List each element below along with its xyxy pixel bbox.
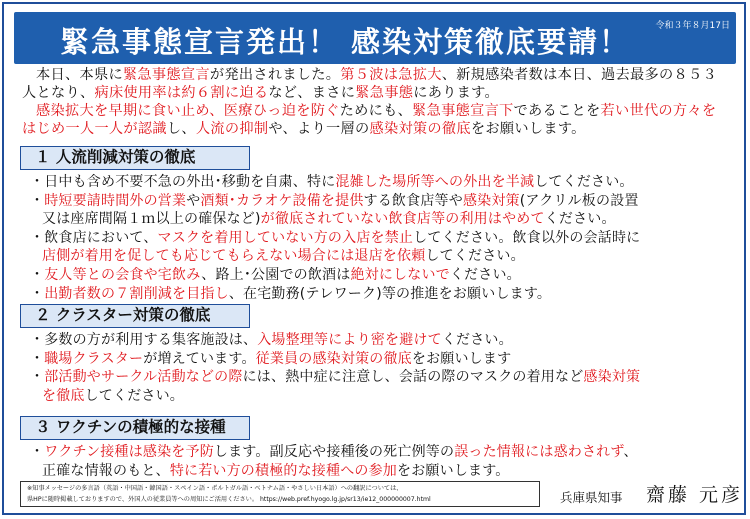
body-text: ・ xyxy=(30,192,45,209)
list-item-line xyxy=(30,230,640,246)
emphasis-text: 誤った情報には惑わされず xyxy=(454,444,624,460)
note-line-1: ※知事メッセージの多言語（英語・中国語・韓国語・スペイン語・ポルトガル語・ベトナム語・やさしい日本語）への翻訳については、 xyxy=(27,485,403,492)
list-item-line xyxy=(30,174,634,190)
body-text: 、 xyxy=(623,444,638,460)
emphasis-text: 絶対にしないで xyxy=(350,266,450,283)
emphasis-text: 感染対策 xyxy=(583,369,641,386)
emphasis-text: 感染対策の徹底 xyxy=(369,121,471,137)
section-heading-cluster: ２ クラスター対策の徹底 xyxy=(20,304,250,328)
list-item-line xyxy=(42,210,730,229)
emphasis-text: 緊急事態 xyxy=(355,85,414,101)
list-item-line xyxy=(30,369,640,385)
body-text: 又は座席間隔１ｍ以上の確保など) xyxy=(42,211,261,228)
body-text: し、 xyxy=(166,121,196,137)
body-text: ・ xyxy=(30,285,45,302)
emphasis-text: 感染対策 xyxy=(462,192,520,209)
emphasis-text: 特に若い方の積極的な接種への参加 xyxy=(169,462,398,479)
list-item xyxy=(30,173,730,192)
body-text: 正確な情報のもと、 xyxy=(42,462,170,479)
body-text: してください。 xyxy=(425,248,525,265)
body-text: や xyxy=(186,192,201,209)
section-items-vaccine xyxy=(30,443,730,480)
emphasis-text: ワクチン接種は感染を予防 xyxy=(44,444,214,460)
body-text: ・ xyxy=(30,266,45,283)
emphasis-text: マスクを着用していない方の入店を禁止 xyxy=(157,229,414,246)
body-text: ください。 xyxy=(441,332,513,348)
section-items-cluster xyxy=(30,331,730,405)
emphasis-text: 部活動やサークル活動などの際 xyxy=(44,369,243,386)
body-text: ・ xyxy=(30,369,45,386)
body-text: ・日中も含め不要不急の外出･移動を自粛、特に xyxy=(30,174,336,190)
body-text: してください。飲食以外の会話時に xyxy=(413,229,641,246)
emphasis-text: 従業員の感染対策の徹底 xyxy=(255,350,412,367)
governor-signature: 齋藤 元彦 xyxy=(646,484,744,506)
body-text: には、熱中症に注意し、会話の際のマスクの着用など xyxy=(242,369,584,386)
list-item-line xyxy=(42,247,730,266)
emphasis-text: を徹底 xyxy=(42,387,85,404)
intro-message xyxy=(22,66,728,138)
list-item-line xyxy=(30,444,638,460)
governor-title: 兵庫県知事 xyxy=(560,490,623,505)
body-text: が増えています。 xyxy=(143,350,256,367)
body-text: ためにも、 xyxy=(339,103,413,119)
body-text: (アクリル板の設置 xyxy=(519,192,639,209)
emphasis-text: 緊急事態宣言 xyxy=(122,67,210,83)
list-item-line xyxy=(42,387,730,406)
section-items-people-flow xyxy=(30,173,730,303)
body-text: 、在宅勤務(テレワーク)等の推進をお願いします。 xyxy=(228,285,552,302)
list-item xyxy=(30,266,730,285)
section-heading-people-flow: １ 人流削減対策の徹底 xyxy=(20,146,250,170)
body-text: します。副反応や接種後の死亡例等の xyxy=(213,444,455,460)
body-text: をお願いします。 xyxy=(470,121,586,137)
body-text: ください。 xyxy=(544,211,616,228)
issue-date: 令和３年８月17日 xyxy=(655,21,730,31)
emphasis-text: 出勤者数の７割削減を目指し xyxy=(44,285,229,302)
body-text: ・飲食店において、 xyxy=(30,229,158,246)
body-text: ・ xyxy=(30,444,45,460)
body-text: ・多数の方が利用する集客施設は、 xyxy=(30,332,258,348)
emphasis-text: 混雑した場所等への外出を半減 xyxy=(335,174,535,190)
body-text: が発出されました。 xyxy=(209,67,341,83)
body-text: ・ xyxy=(30,350,45,367)
body-text: してください。 xyxy=(534,174,634,190)
body-text: 、路上･公園での飲酒は xyxy=(201,266,351,283)
body-text: をお願いします。 xyxy=(397,462,510,479)
list-item-line xyxy=(30,267,521,283)
list-item xyxy=(30,229,730,266)
list-item xyxy=(30,368,730,405)
list-item xyxy=(30,285,730,304)
section-heading-vaccine: ３ ワクチンの積極的な接種 xyxy=(20,416,250,440)
body-text: 本日、本県に xyxy=(36,67,123,83)
emphasis-text: 感染拡大を早期に食い止め、医療ひっ迫を防ぐ xyxy=(36,103,340,119)
emphasis-text: が徹底されていない飲食店等の利用はやめて xyxy=(260,211,545,228)
body-text: する飲食店等や xyxy=(363,192,463,209)
body-text: をお願いします xyxy=(411,350,512,367)
list-item xyxy=(30,350,730,369)
body-text: にあります。 xyxy=(413,85,499,101)
page-title: 緊急事態宣言発出！ 感染対策徹底要請！ xyxy=(59,25,631,59)
body-text: であることを xyxy=(513,103,601,119)
emphasis-text: 職場クラスター xyxy=(44,350,144,367)
multilingual-note xyxy=(20,481,540,507)
list-item xyxy=(30,192,730,229)
list-item-line xyxy=(42,462,730,481)
emphasis-text: 緊急事態宣言下 xyxy=(412,103,514,119)
body-text: してください。 xyxy=(84,387,185,404)
emphasis-text: 第５波は急拡大 xyxy=(340,67,442,83)
emphasis-text: 病床使用率は約６割に迫る xyxy=(94,85,269,101)
body-text: ください。 xyxy=(449,266,521,283)
emphasis-text: 酒類･カラオケ設備を提供 xyxy=(200,192,364,209)
list-item-line xyxy=(30,286,551,302)
emphasis-text: 時短要請時間外の営業 xyxy=(44,192,187,209)
list-item-line xyxy=(30,332,513,348)
list-item-line xyxy=(30,351,511,367)
emphasis-text: 人流の抑制 xyxy=(195,121,269,137)
body-text: や、より一層の xyxy=(268,121,370,137)
emphasis-text: 入場整理等により密を避けて xyxy=(257,332,442,348)
body-text: など、まさに xyxy=(268,85,356,101)
intro-paragraph-2 xyxy=(22,102,728,138)
note-line-2: 県HPに随時掲載しておりますので、外国人の従業員等への周知にご活用ください。 https://web.pref.hyogo.lg.jp/sr13/ie12_000000007.html xyxy=(27,496,431,503)
emphasis-text: 友人等との会食や宅飲み xyxy=(44,266,202,283)
list-item xyxy=(30,443,730,480)
title-banner xyxy=(14,12,736,64)
list-item xyxy=(30,331,730,350)
emphasis-text: 若い世代の方々をはじめ一人一人が認識 xyxy=(22,103,717,137)
list-item-line xyxy=(30,193,639,209)
intro-paragraph-1 xyxy=(22,66,728,102)
body-text: 、新規感染者数は本日、過去最多の８５３人となり、 xyxy=(22,67,717,101)
emphasis-text: 店側が着用を促しても応じてもらえない場合には退店を依頼 xyxy=(42,248,426,265)
